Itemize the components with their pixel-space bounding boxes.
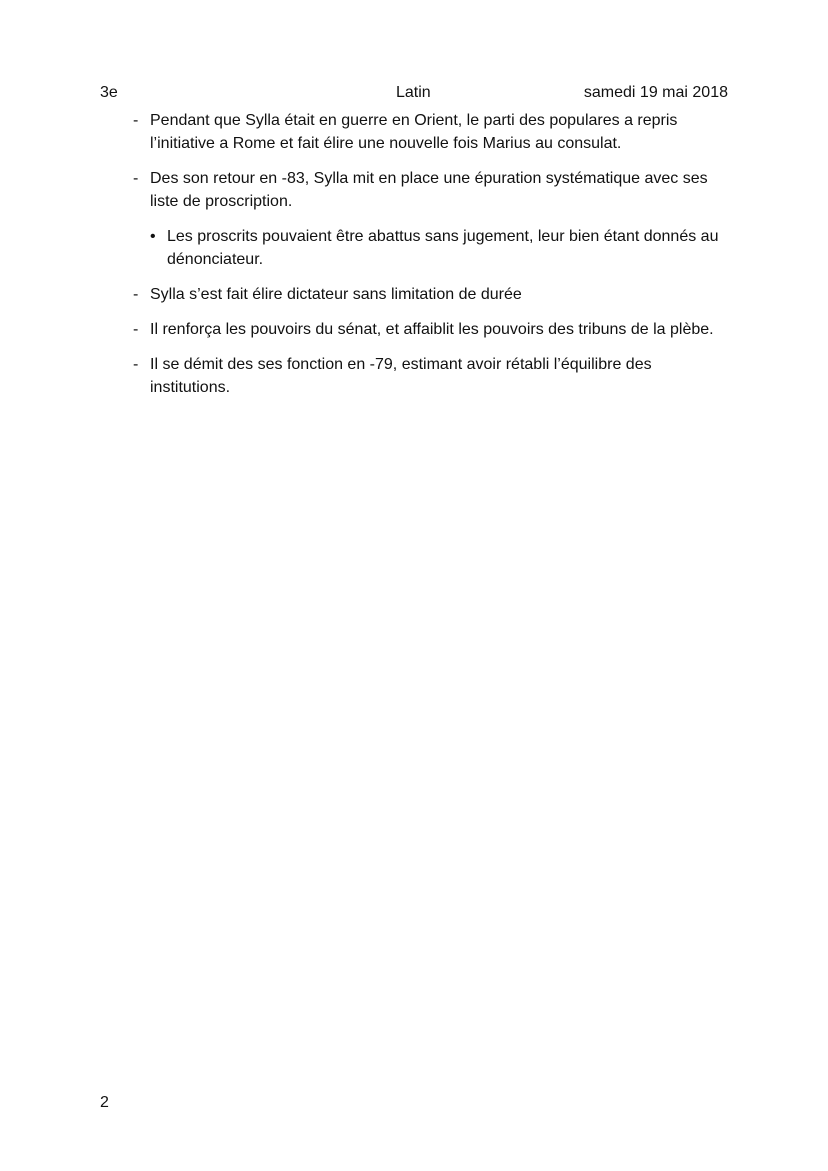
sub-list-item: [100, 225, 728, 271]
sub-list-item-text: Les proscrits pouvaient être abattus sans jugement, leur bien étant donnés au dénonciateur.: [167, 228, 719, 268]
list-item: [100, 167, 728, 213]
page-header: [100, 83, 728, 105]
list-item: [100, 318, 728, 341]
list-item-text: Sylla s’est fait élire dictateur sans limitation de durée: [150, 286, 522, 303]
dash-marker: -: [133, 112, 139, 129]
document-body: [100, 109, 728, 411]
dash-marker: -: [133, 321, 139, 338]
list-item: [100, 109, 728, 155]
list-item: [100, 353, 728, 399]
bullet-marker: •: [150, 228, 156, 245]
list-item-text: Il se démit des ses fonction en -79, estimant avoir rétabli l’équilibre des institutions.: [150, 356, 652, 396]
page-number: 2: [100, 1094, 109, 1111]
header-date: samedi 19 mai 2018: [583, 84, 728, 101]
list-item-text: Pendant que Sylla était en guerre en Orient, le parti des populares a repris l’initiative a Rome et fait élire une nouvelle fois Marius au consulat.: [150, 112, 678, 152]
dash-marker: -: [133, 356, 139, 373]
list-item-text: Il renforça les pouvoirs du sénat, et affaiblit les pouvoirs des tribuns de la plèbe.: [150, 321, 714, 338]
header-class-label: 3e: [100, 84, 118, 101]
list-item-text: Des son retour en -83, Sylla mit en place une épuration systématique avec ses liste de proscription.: [150, 170, 708, 210]
dash-marker: -: [133, 286, 139, 303]
dash-marker: -: [133, 170, 139, 187]
list-item: [100, 283, 728, 306]
header-subject: Latin: [396, 84, 431, 101]
